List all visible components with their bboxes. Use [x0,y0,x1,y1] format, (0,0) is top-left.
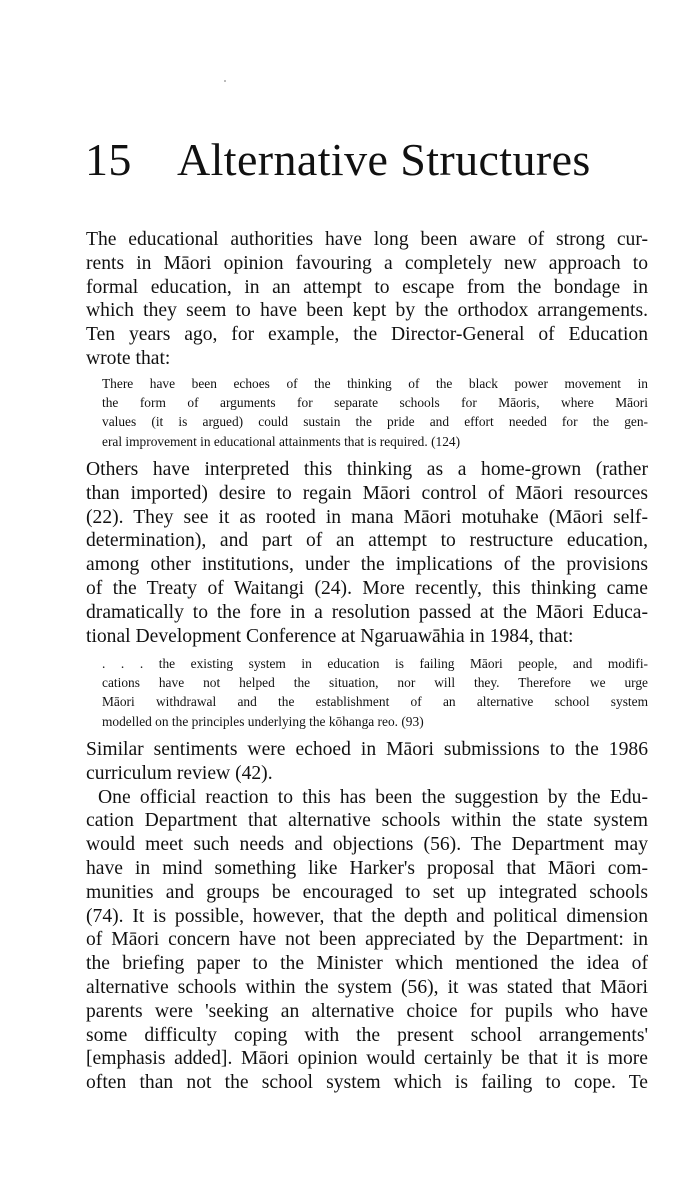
paragraph-3 [86,738,648,1095]
text-line: alternative schools within the system (56), it was stated that Māori [86,976,648,998]
paragraph-1 [86,228,648,371]
text-line: rents in Māori opinion favouring a completely new approach to [86,252,648,274]
chapter-heading [85,132,645,188]
text-line: than imported) desire to regain Māori control of Māori resources [86,482,648,504]
text-line: Ten years ago, for example, the Director-General of Education [86,324,648,346]
text-line: often than not the school system which is failing to cope. Te [86,1072,648,1094]
text-line: formal education, in an attempt to escape from the bondage in [86,276,648,298]
text-line: curriculum review (42). [86,762,273,784]
quote-line: Māori withdrawal and the establishment of an alternative school system [102,694,648,710]
paragraph-2 [86,458,648,648]
text-line: would meet such needs and objections (56). The Department may [86,834,648,856]
quote-line: cations have not helped the situation, nor will they. Therefore we urge [102,675,648,691]
text-line: of the Treaty of Waitangi (24). More recently, this thinking came [86,577,648,599]
text-line: Others have interpreted this thinking as a home-grown (rather [86,459,648,480]
text-line: which they seem to have been kept by the orthodox arrangements. [86,300,648,322]
text-line: determination), and part of an attempt to restructure education, [86,530,648,552]
text-line: parents were 'seeking an alternative choice for pupils who have [86,1000,648,1022]
text-line: some difficulty coping with the present school arrangements' [86,1024,648,1046]
page-speck [224,80,226,82]
block-quote-2 [102,654,648,731]
text-line: among other institutions, under the implications of the provisions [86,554,648,576]
text-line: Similar sentiments were echoed in Māori submissions to the 1986 [86,739,648,760]
text-line: One official reaction to this has been the suggestion by the Edu- [98,786,648,808]
text-line: [emphasis added]. Māori opinion would certainly be that it is more [86,1048,648,1070]
text-line: The educational authorities have long been aware of strong cur- [86,229,648,250]
quote-line: eral improvement in educational attainments that is required. (124) [102,433,461,449]
text-line: of Māori concern have not been appreciated by the Department: in [86,929,648,951]
chapter-title: Alternative Structures [177,134,591,185]
text-line: wrote that: [86,347,171,369]
block-quote-1 [102,374,648,451]
text-line: (22). They see it as rooted in mana Māori motuhake (Māori self- [86,506,648,528]
text-line: tional Development Conference at Ngaruawāhia in 1984, that: [86,625,574,647]
text-line: the briefing paper to the Minister which mentioned the idea of [86,953,648,975]
text-line: cation Department that alternative schools within the state system [86,810,648,832]
text-line: munities and groups be encouraged to set up integrated schools [86,881,648,903]
text-line: have in mind something like Harker's proposal that Māori com- [86,857,648,879]
quote-line: modelled on the principles underlying the kōhanga reo. (93) [102,713,424,729]
quote-line: . . . the existing system in education is failing Māori people, and modifi- [102,656,648,671]
quote-line: There have been echoes of the thinking of the black power movement in [102,376,648,391]
text-line: (74). It is possible, however, that the depth and political dimension [86,905,648,927]
text-line: dramatically to the fore in a resolution passed at the Māori Educa- [86,601,648,623]
quote-line: values (it is argued) could sustain the pride and effort needed for the gen- [102,414,648,430]
chapter-number: 15 [85,134,132,185]
quote-line: the form of arguments for separate schools for Māoris, where Māori [102,395,648,411]
